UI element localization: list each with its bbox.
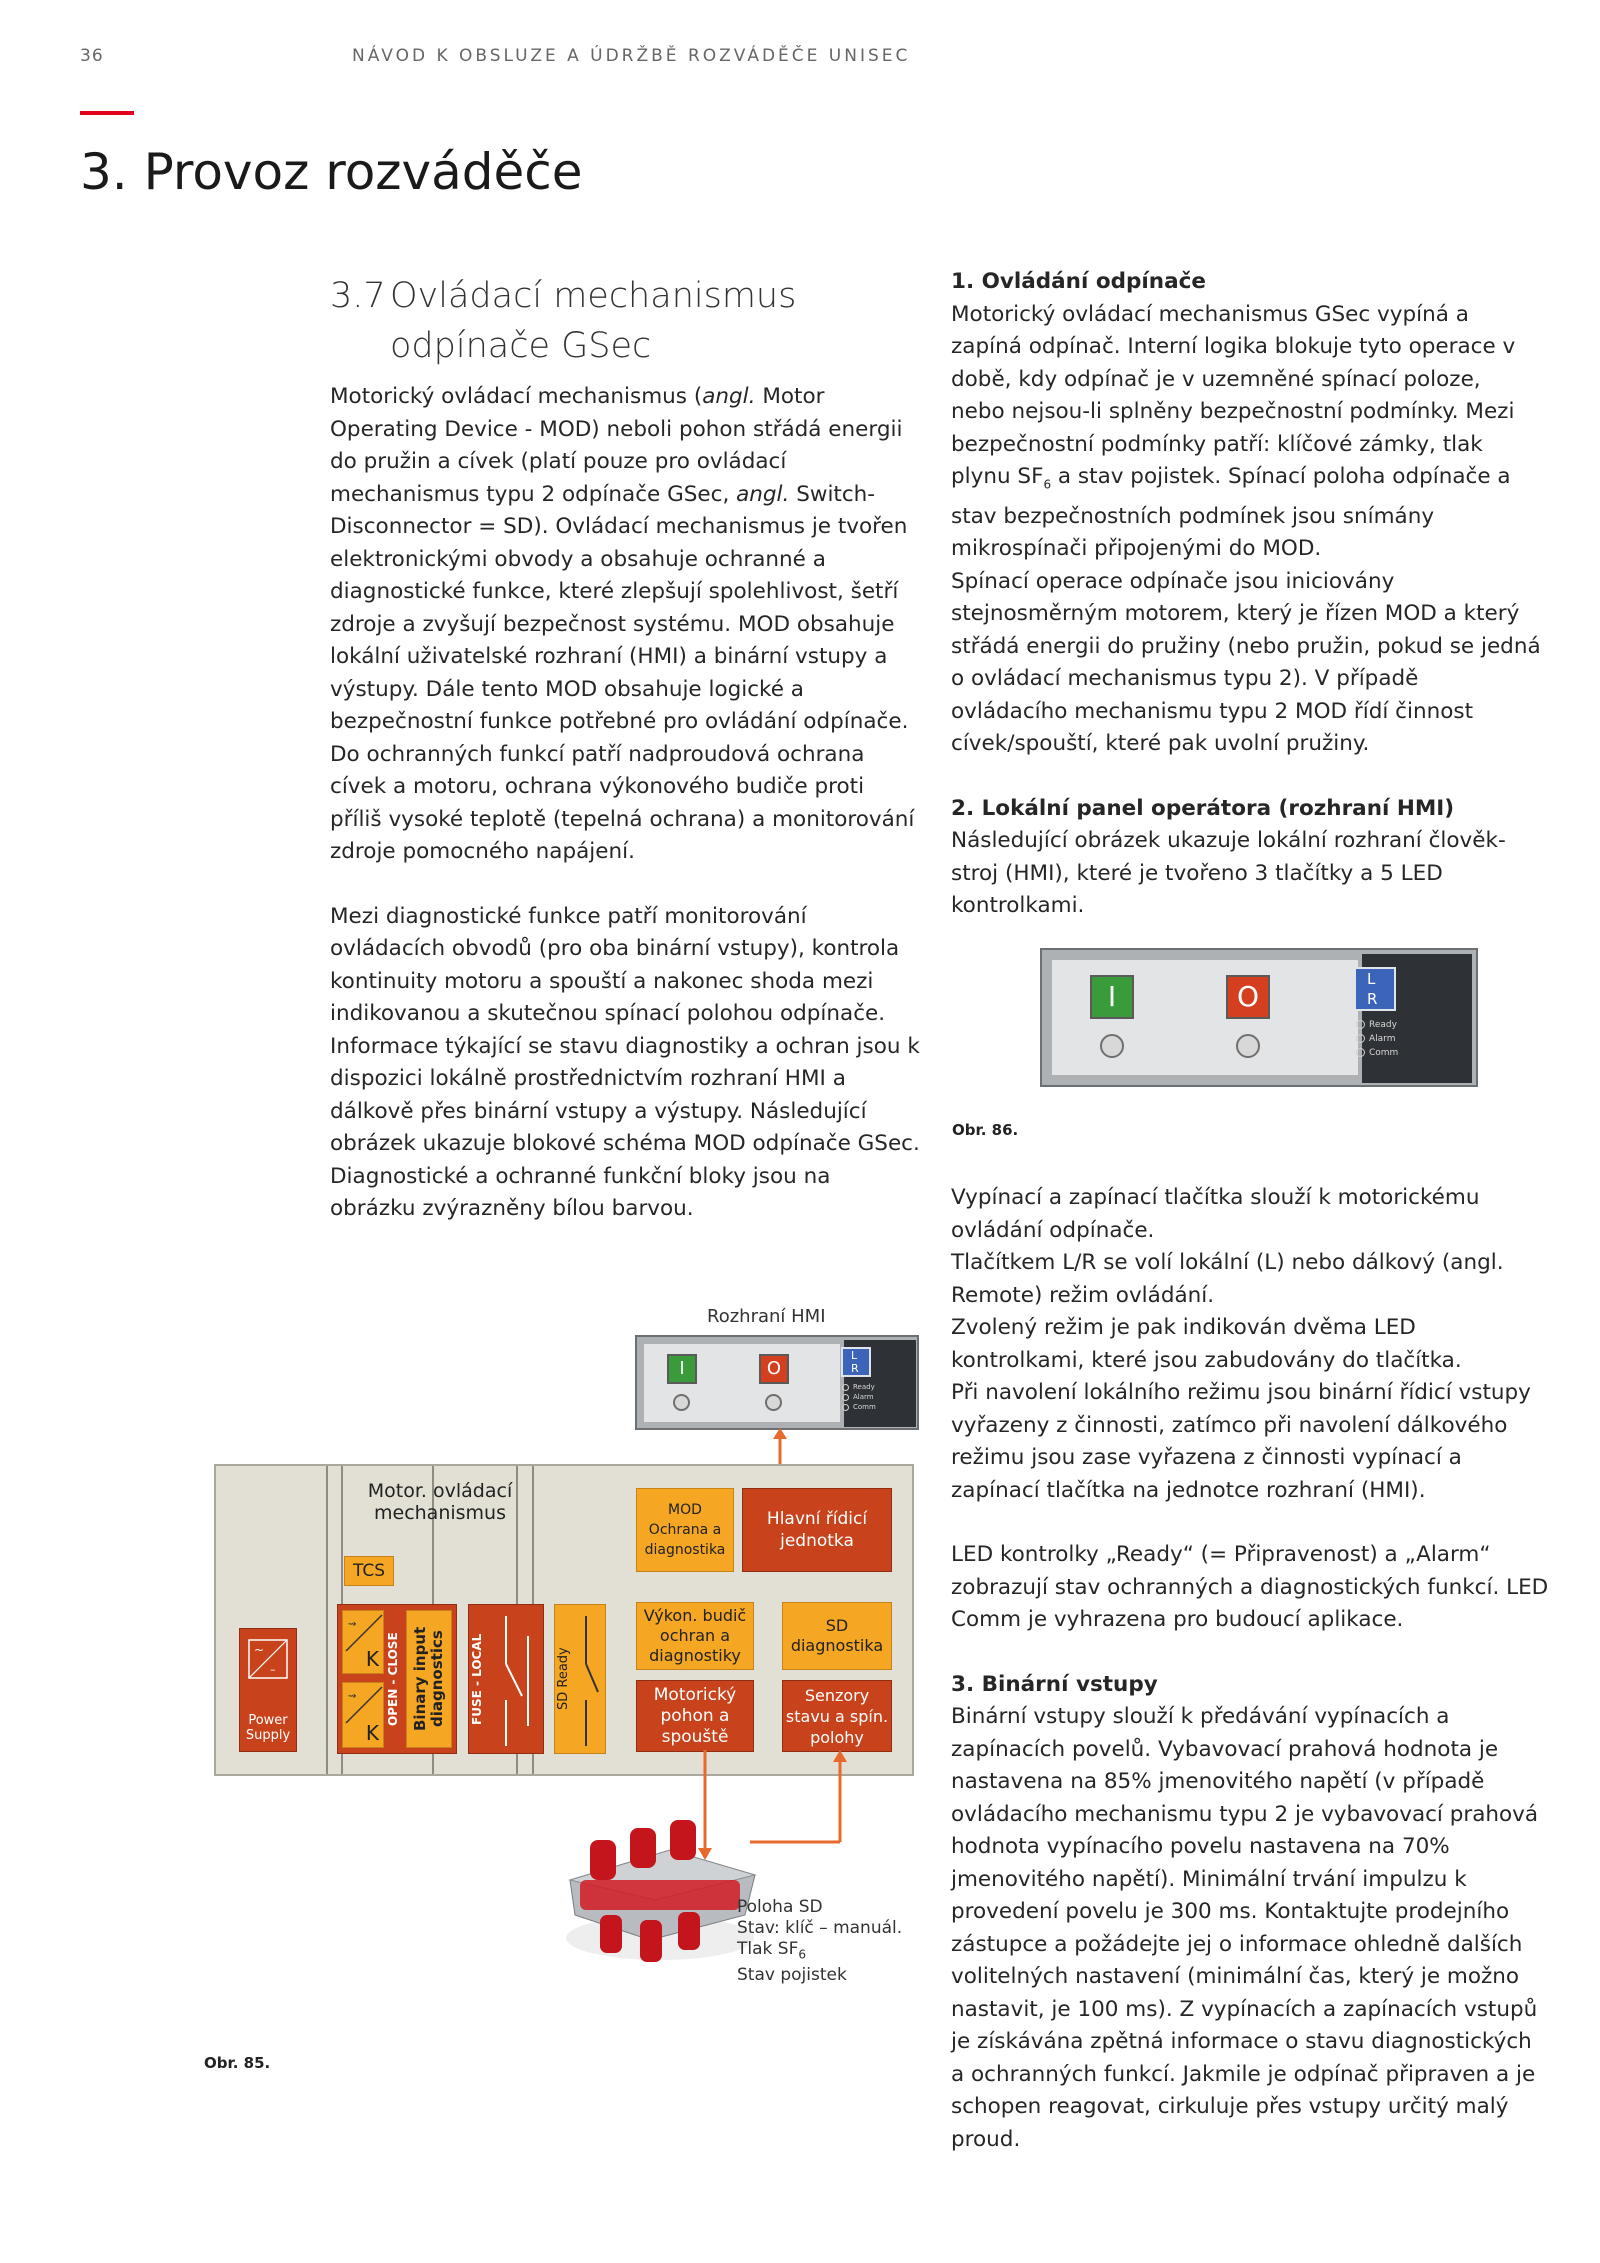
mod-diagnostics-block: MOD Ochrana a diagnostika [636,1488,734,1572]
tcs-block: TCS [344,1556,394,1586]
section-title-line1: Ovládací mechanismus [390,276,797,316]
section-heading [330,271,830,371]
subheading-3: 3. Binární vstupy [951,1671,1158,1697]
lr-button-icon: L R [841,1347,871,1377]
svg-text:⇝: ⇝ [348,1619,357,1630]
block-diagram [214,1464,914,1776]
optocoupler-block-2: K ⇝ [342,1682,384,1748]
open-button-icon: O [1226,975,1270,1019]
subheading-2: 2. Lokální panel operátora (rozhraní HMI) [951,795,1455,821]
main-control-unit-block: Hlavní řídicí jednotka [742,1488,892,1572]
lr-button-icon: L R [1354,967,1396,1011]
led-comm-label: Comm [842,1403,876,1411]
led-icon [673,1394,690,1411]
sd-diagnostics-block: SD diagnostika [782,1602,892,1670]
binary-input-diagnostics-block: Binary input diagnostics [406,1610,452,1748]
page-number: 36 [80,46,104,66]
section-title-line2: odpínače GSec [390,326,652,366]
diagram-hmi-panel [635,1335,919,1430]
svg-text:~: ~ [254,1643,265,1657]
paragraph: Při navolení lokálního režimu jsou binární řídicí vstupy vyřazeny z činnosti, zatímco při navolení dálkového režimu jsou zase vyřazena z činnosti vypínací a zapínací tlačítka na jednotce rozhraní (HMI). [951,1380,1531,1503]
svg-text:⇝: ⇝ [348,1691,357,1702]
paragraph: Motorický ovládací mechanismus (angl. Motor Operating Device - MOD) neboli pohon střádá energii do pružin a cívek (platí pouze pro ovládací mechanismus typu 2 odpínače GSec, angl. Switch-Disconnector = SD). Ovládací mechanismus je tvořen elektronickými obvody a obsahuje ochranné a diagnostické funkce, které zlepšují spolehlivost, šetří zdroje a zvyšují bezpečnost systému. MOD obsahuje lokální uživatelské rozhraní (HMI) a binární vstupy a výstupy. Dále tento MOD obsahuje logické a bezpečnostní funkce potřebné pro ovládání odpínače. Do ochranných funkcí patří nadproudová ochrana cívek a motoru, ochrana výkonového budiče proti příliš vysoké teplotě (tepelná ochrana) a monitorování zdroje pomocného napájení. [330,384,915,864]
status-list: Poloha SD Stav: klíč – manuál. Tlak $SF_6$ Stav pojistek [737,1897,903,1986]
switch-disconnector-illustration [560,1820,760,1970]
right-column-continued [951,1182,1551,2156]
motor-drive-block: Motorický pohon a spouště [636,1680,754,1752]
position-sensors-block: Senzory stavu a spín. polohy [782,1680,892,1752]
power-driver-block: Výkon. budič ochran a diagnostiky [636,1602,754,1670]
paragraph: Motorický ovládací mechanismus GSec vypíná a zapíná odpínač. Interní logika blokuje tyto operace v době, kdy odpínač je v uzemněné spínací poloze, nebo nejsou-li splněny bezpečnostní podmínky. Mezi bezpečnostní podmínky patří: klíčové zámky, tlak plynu $SF_6$ a stav pojistek. Spínací poloha odpínače a stav bezpečnostních podmínek jsou snímány mikrospínači připojenými do MOD. [951,301,1516,562]
open-button-icon: O [759,1354,789,1384]
power-supply-block: ~ – Power Supply [239,1628,297,1752]
close-button-icon: I [1090,975,1134,1019]
right-column [951,266,1541,923]
running-title: NÁVOD K OBSLUZE A ÚDRŽBĚ ROZVÁDĚČE UNISEC [352,46,911,66]
optocoupler-block-1: K ⇝ [342,1610,384,1674]
led-icon [1100,1034,1124,1058]
led-ready-label: Ready [1356,1020,1397,1030]
subheading-1: 1. Ovládání odpínače [951,269,1206,294]
accent-bar [80,111,134,115]
paragraph: Tlačítkem L/R se volí lokální (L) nebo dálkový (angl. Remote) režim ovládání. [951,1250,1504,1308]
paragraph: Mezi diagnostické funkce patří monitorování ovládacích obvodů (pro oba binární vstupy), kontrola kontinuity motoru a spouští a nakonec shoda mezi indikovanou a skutečnou spínací polohou odpínače. Informace týkající se stavu diagnostiky a ochran jsou k dispozici lokálně prostřednictvím rozhraní HMI a dálkově přes binární vstupy a výstupy. Následující obrázek ukazuje blokové schéma MOD odpínače GSec. Diagnostické a ochranné funkční bloky jsou na obrázku zvýrazněny bílou barvou. [330,903,920,1221]
led-icon [1236,1034,1260,1058]
figure-86-caption: Obr. 86. [952,1121,1019,1139]
paragraph: Zvolený režim je pak indikován dvěma LED kontrolkami, které jsou zabudovány do tlačítka. [951,1315,1462,1373]
paragraph: Binární vstupy slouží k předávání vypínacích a zapínacích povelů. Vybavovací prahová hodnota je nastavena na 85% jmenovitého napětí (v případě ovládacího mechanismu typu 2 je vybavovací prahová hodnota vypínacího povelu nastavena na 70% jmenovitého napětí). Minimální trvání impulzu k provedení povelu je 300 ms. Kontaktujte prodejního zástupce a požádejte jej o informace ohledně dalších volitelných nastavení (minimální čas, který je možno nastavit, je 100 ms). Z vypínacích a zapínacích vstupů je získávána zpětná informace o stavu diagnostických a ochranných funkcí. Jakmile je odpínač připraven a je schopen reagovat, cirkuluje přes vstupy určitý malý proud. [951,1704,1539,2152]
led-ready-label: Ready [842,1383,875,1391]
sd-switch-icon [572,1616,604,1746]
paragraph: LED kontrolky „Ready“ (= Připravenost) a „Alarm“ zobrazují stav ochranných a diagnostických funkcí. LED Comm je vyhrazena pro budoucí aplikace. [951,1542,1549,1632]
paragraph: Vypínací a zapínací tlačítka slouží k motorickému ovládání odpínače. [951,1185,1480,1243]
motor-mechanism-title: Motor. ovládací mechanismus [367,1480,513,1524]
paragraph: Následující obrázek ukazuje lokální rozhraní člověk-stroj (HMI), které je tvořeno 3 tlačítky a 5 LED kontrolkami. [951,828,1506,919]
led-alarm-label: Alarm [842,1393,874,1401]
fuse-local-label: FUSE - LOCAL [470,1633,484,1725]
figure-85-caption: Obr. 85. [204,2054,271,2072]
led-icon [765,1394,782,1411]
led-alarm-label: Alarm [1356,1034,1395,1044]
chapter-title: 3. Provoz rozváděče [80,143,583,201]
left-column [330,381,920,1226]
sd-ready-label: SD Ready [556,1647,571,1711]
section-number: 3.7 [330,276,386,316]
led-comm-label: Comm [1356,1048,1398,1058]
close-button-icon: I [667,1354,697,1384]
switch-icon [492,1616,540,1746]
hmi-panel-figure [1040,948,1478,1087]
svg-text:–: – [270,1663,276,1676]
paragraph: Spínací operace odpínače jsou iniciovány stejnosměrným motorem, který je řízen MOD a který střádá energii do pružiny (nebo pružin, pokud se jedná o ovládací mechanismus typu 2). V případě ovládacího mechanismu typu 2 MOD řídí činnost cívek/spouští, které pak uvolní pružiny. [951,568,1541,757]
hmi-label: Rozhraní HMI [707,1306,826,1327]
optocoupler-icon [344,1613,384,1653]
optocoupler-icon [344,1685,384,1725]
power-supply-icon [248,1639,288,1679]
open-close-label: OPEN - CLOSE [386,1632,400,1726]
